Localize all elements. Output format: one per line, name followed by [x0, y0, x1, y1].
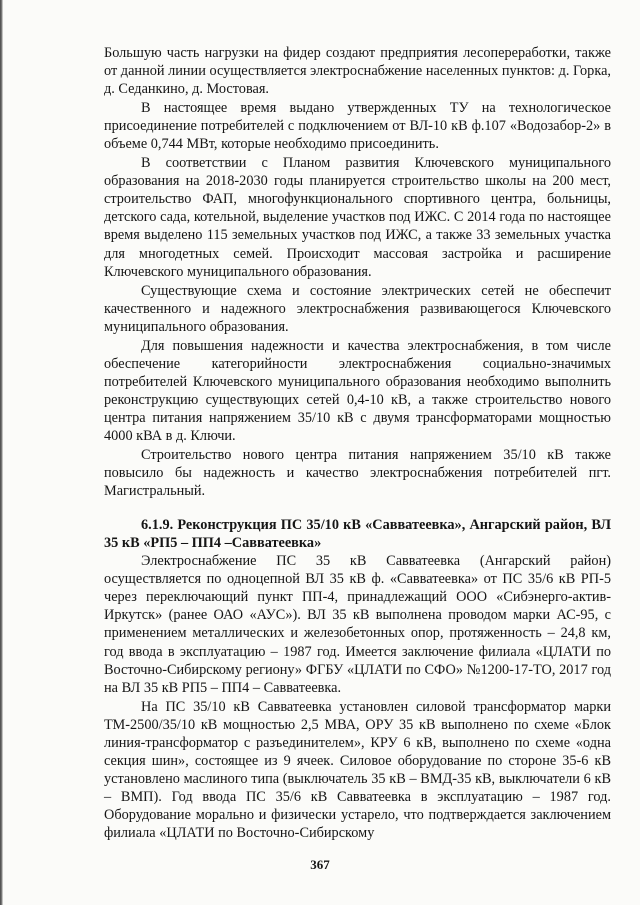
- section-heading: 6.1.9. Реконструкция ПС 35/10 кВ «Савватеевка», Ангарский район, ВЛ 35 кВ «РП5 – ПП4 –Савватеевка»: [104, 517, 611, 552]
- paragraph: Строительство нового центра питания напряжением 35/10 кВ также повысило бы надежность и качество электроснабжения потребителей пгт. Магистральный.: [104, 447, 611, 500]
- scan-edge-shadow: [0, 0, 3, 905]
- paragraph: На ПС 35/10 кВ Савватеевка установлен силовой трансформатор марки ТМ-2500/35/10 кВ мощностью 2,5 МВА, ОРУ 35 кВ выполнено по схеме «Блок линия-трансформатор с разъединителем», КРУ 6 кВ, выполнено по схеме «одна секция шин», состоящее из 9 ячеек. Силовое оборудование по стороне 35-6 кВ установлено маслиного типа (выключатель 35 кВ – ВМД-35 кВ, выключатели 6 кВ – ВМП). Год ввода ПС 35/6 кВ Савватеевка в эксплуатацию – 1987 год. Оборудование морально и физически устарело, что подтверждается заключением филиала «ЦЛАТИ по Восточно-Сибирскому: [104, 698, 611, 841]
- paragraph: В соответствии с Планом развития Ключевского муниципального образования на 2018-2030 годы планируется строительство школы на 200 мест, строительство ФАП, многофункционального спортивного центра, больницы, детского сада, котельной, выделение участков под ИЖС. С 2014 года по настоящее время выделено 115 земельных участков под ИЖС, а также 33 земельных участка для многодетных семей. Происходит массовая застройка и расширение Ключевского муниципального образования.: [104, 155, 611, 280]
- page-number: 367: [310, 857, 330, 872]
- paragraph: Для повышения надежности и качества электроснабжения, в том числе обеспечение категорийности электроснабжения социально-значимых потребителей Ключевского муниципального образования необходимо выполнить реконструкцию существующих сетей 0,4-10 кВ, а также строительство нового центра питания напряжением 35/10 кВ с двумя трансформаторами мощностью 4000 кВА в д. Ключи.: [104, 337, 611, 444]
- paragraph: Электроснабжение ПС 35 кВ Савватеевка (Ангарский район) осуществляется по одноцепной ВЛ 35 кВ ф. «Савватеевка» от ПС 35/6 кВ РП-5 через переключающий пункт ПП-4, принадлежащий ООО «Сибэнерго-актив-Иркутск» (ранее ОАО «АУС»). ВЛ 35 кВ выполнена проводом марки АС-95, с применением металлических и железобетонных опор, протяженность – 24,8 км, год ввода в эксплуатацию – 1987 год. Имеется заключение филиала «ЦЛАТИ по Восточно-Сибирскому региону» ФГБУ «ЦЛАТИ по СФО» №1200-17-ТО, 2017 год на ВЛ 35 кВ РП5 – ПП4 – Савватеевка.: [104, 553, 611, 696]
- paragraph: Большую часть нагрузки на фидер создают предприятия лесопереработки, также от данной линии осуществляется электроснабжение населенных пунктов: д. Горка, д. Седанкино, д. Мостовая.: [104, 45, 611, 98]
- paragraph: В настоящее время выдано утвержденных ТУ на технологическое присоединение потребителей с подключением от ВЛ-10 кВ ф.107 «Водозабор-2» в объеме 0,744 МВт, которые необходимо присоединить.: [104, 100, 611, 153]
- paragraph: Существующие схема и состояние электрических сетей не обеспечит качественного и надежного электроснабжения развивающегося Ключевского муниципального образования.: [104, 282, 611, 335]
- body-text: [104, 44, 611, 842]
